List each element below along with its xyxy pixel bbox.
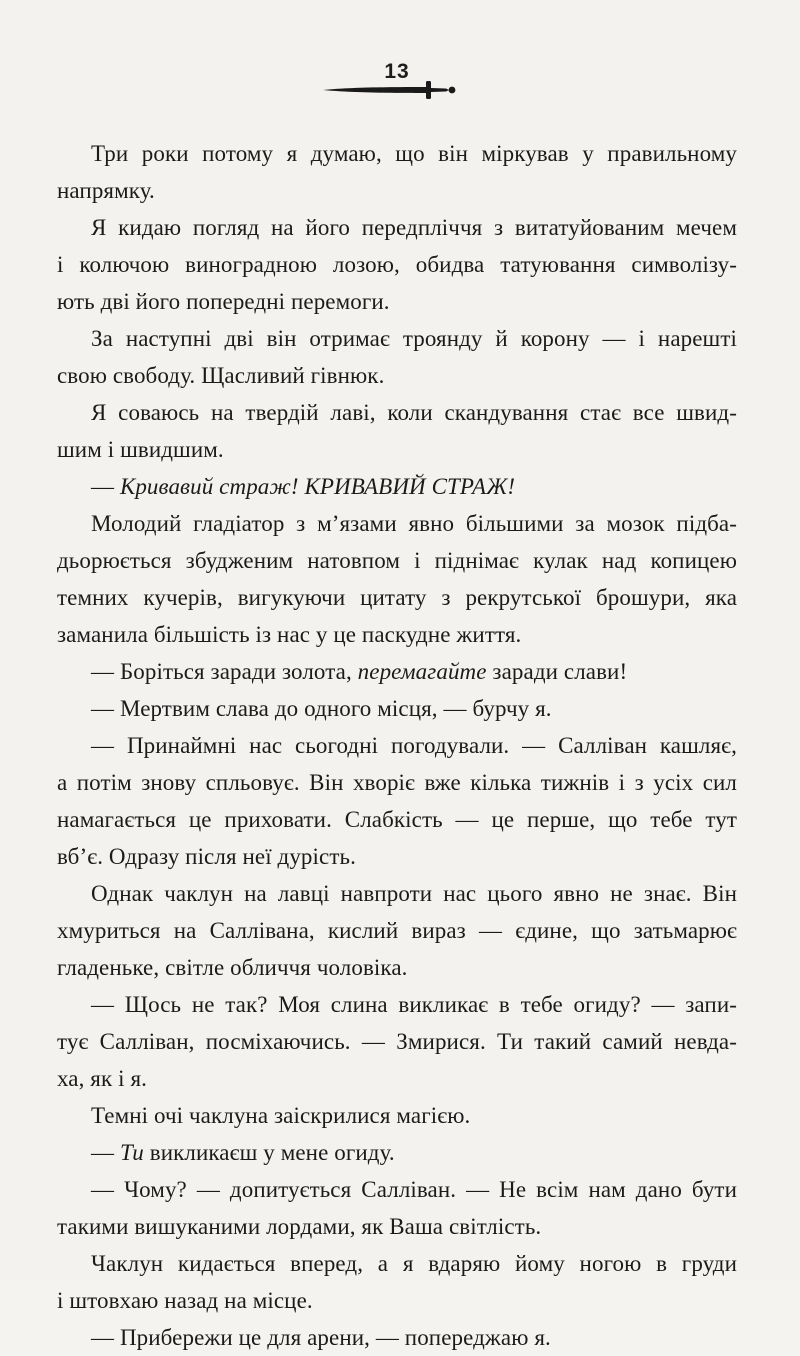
text-line: Я соваюсь на твердій лаві, коли скандування стає все швид- <box>91 400 737 425</box>
text-line: — Принаймні нас сьогодні погодували. — Салліван кашляє, <box>91 733 737 758</box>
text-line: Темні очі чаклуна заіскрилися магією. <box>91 1103 471 1128</box>
text-line: дьорюється збудженим натовпом і піднімає кулак над копицею <box>57 548 737 573</box>
page-header <box>320 58 470 108</box>
text-line: темних кучерів, вигукуючи цитату з рекрутської брошури, яка <box>57 585 737 610</box>
text-line: За наступні дві він отримає троянду й корону — і нарешті <box>91 326 737 351</box>
text-line: намагається це приховати. Слабкість — це перше, що тебе тут <box>57 807 737 832</box>
text-line: Однак чаклун на лавці навпроти нас цього явно не знає. Він <box>91 881 737 906</box>
text-line: хмуриться на Саллівана, кислий вираз — єдине, що затьмарює <box>57 918 737 943</box>
text-line: заманила більшість із нас у це паскудне життя. <box>57 622 522 647</box>
text-line: Чаклун кидається вперед, а я вдаряю йому ногою в груди <box>91 1251 737 1276</box>
text-line: Я кидаю погляд на його передпліччя з витатуйованим мечем <box>91 215 737 240</box>
text-line: такими вишуканими лордами, як Ваша світлість. <box>57 1214 542 1239</box>
text-line: ха, як і я. <box>57 1066 147 1091</box>
text-line: вб’є. Одразу після неї дурість. <box>57 844 356 869</box>
text-line: і штовхаю назад на місце. <box>57 1288 313 1313</box>
text-line: — Боріться заради золота, перемагайте заради слави! <box>91 659 628 684</box>
text-line: — Щось не так? Моя слина викликає в тебе огиду? — запи- <box>91 992 737 1017</box>
text-line: свою свободу. Щасливий гівнюк. <box>57 363 385 388</box>
page-number: 13 <box>384 60 410 83</box>
text-line: Молодий гладіатор з м’язами явно більшими за мозок підба- <box>91 511 737 536</box>
text-line: шим і швидшим. <box>57 437 224 462</box>
text-line: а потім знову спльовує. Він хворіє вже кілька тижнів і з усіх сил <box>57 770 737 795</box>
text-line: — Мертвим слава до одного місця, — бурчу я. <box>91 696 552 721</box>
text-line: напрямку. <box>57 178 155 203</box>
text-line: і колючою виноградною лозою, обидва татуювання символізу- <box>57 252 737 277</box>
body-text <box>57 135 737 1356</box>
text-line: — Кривавий страж! КРИВАВИЙ СТРАЖ! <box>91 474 516 499</box>
text-line: — Прибережи це для арени, — попереджаю я. <box>91 1325 551 1350</box>
sword-icon <box>320 78 470 102</box>
text-line: Три роки потому я думаю, що він міркував у правильному <box>91 141 737 166</box>
text-line: ють дві його попередні перемоги. <box>57 289 390 314</box>
text-line: тує Салліван, посміхаючись. — Змирися. Ти такий самий невда- <box>57 1029 737 1054</box>
text-line: — Чому? — допитується Салліван. — Не всім нам дано бути <box>91 1177 737 1202</box>
text-line: — Ти викликаєш у мене огиду. <box>91 1140 395 1165</box>
text-line: гладеньке, світле обличчя чоловіка. <box>57 955 408 980</box>
